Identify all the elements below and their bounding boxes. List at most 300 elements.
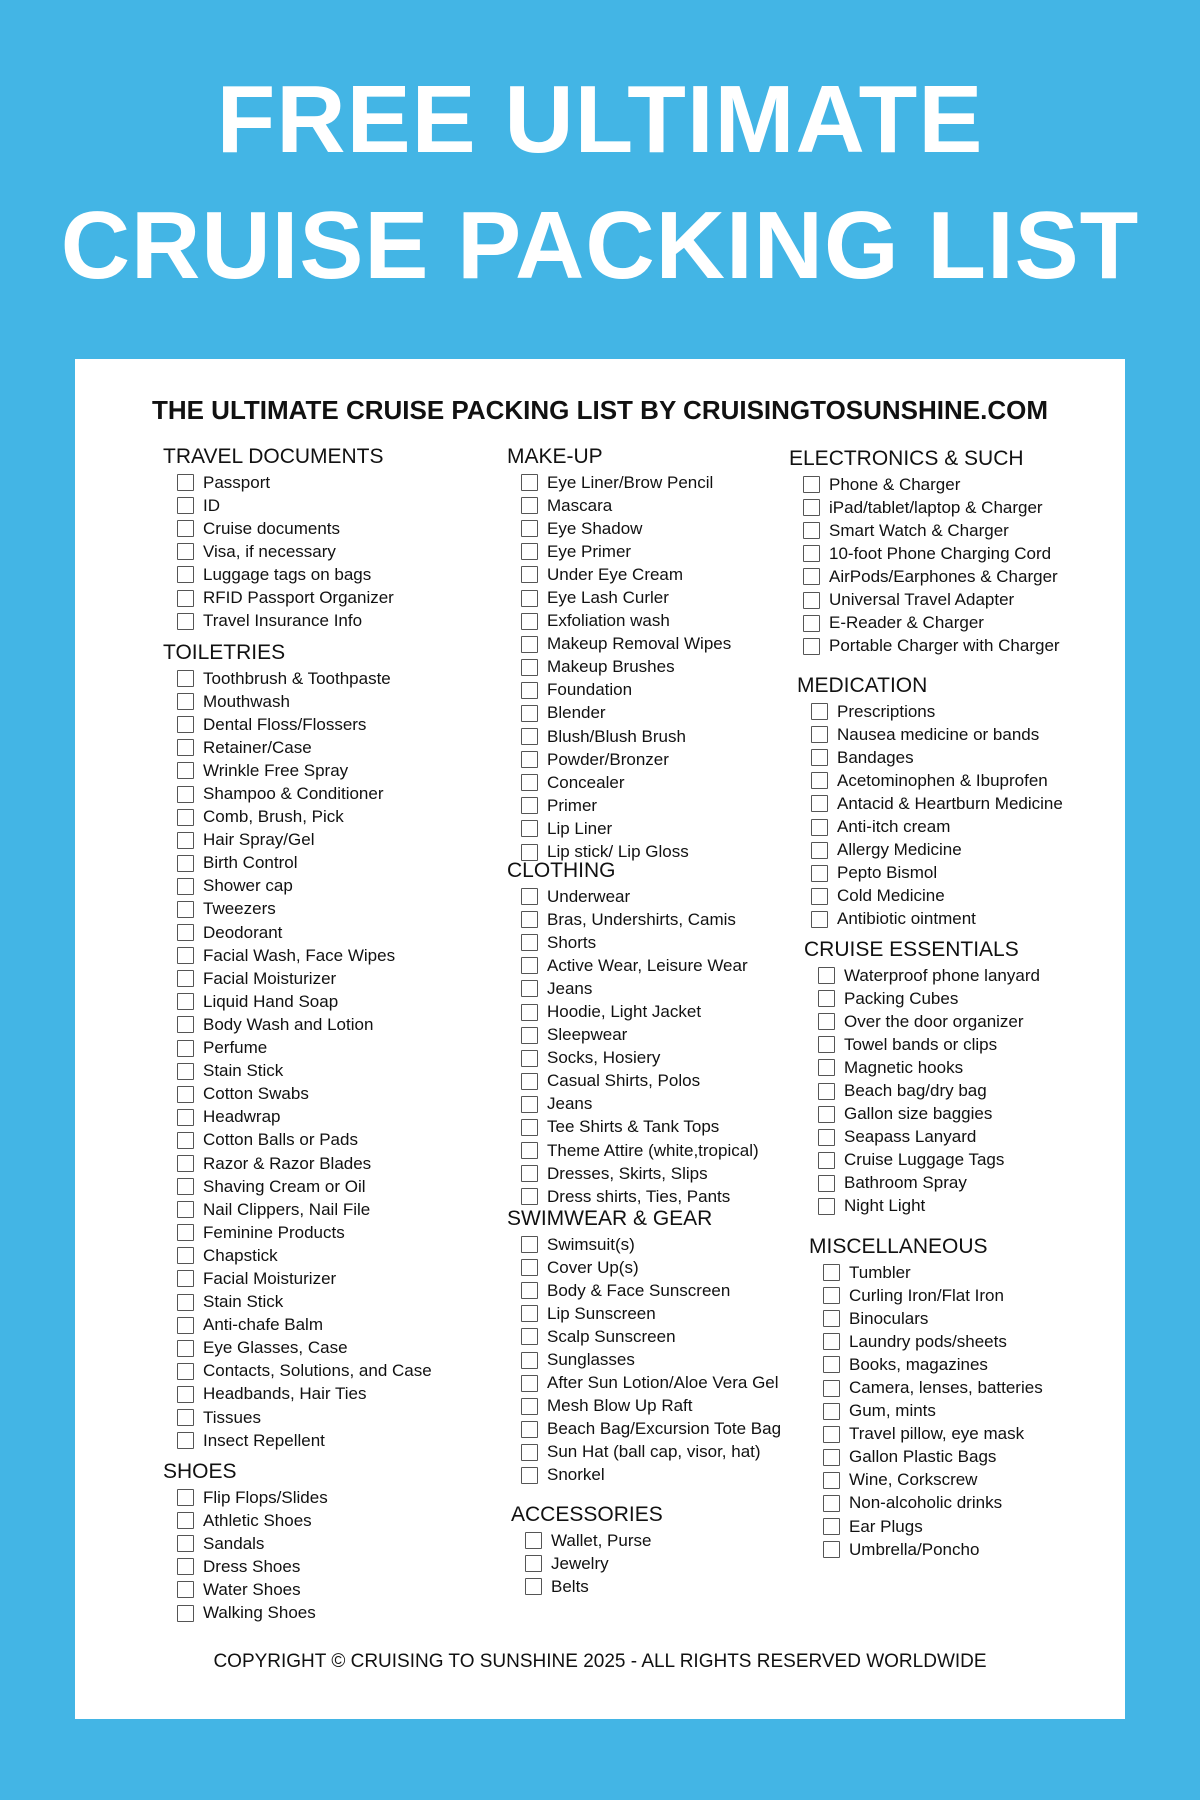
- checkbox-icon[interactable]: [818, 1152, 835, 1169]
- checklist-item[interactable]: [521, 1024, 759, 1047]
- checklist-item[interactable]: [177, 990, 432, 1013]
- checklist-item[interactable]: [823, 1376, 1043, 1399]
- checkbox-icon[interactable]: [177, 878, 194, 895]
- checklist-item[interactable]: [177, 1221, 432, 1244]
- checklist-item[interactable]: [823, 1261, 1043, 1284]
- checklist-item[interactable]: [803, 612, 1060, 635]
- checkbox-icon[interactable]: [521, 705, 538, 722]
- checkbox-icon[interactable]: [177, 1132, 194, 1149]
- checklist-item-label: Travel pillow, eye mask: [849, 1424, 1025, 1444]
- checklist: [511, 1529, 663, 1598]
- checkbox-icon[interactable]: [177, 693, 194, 710]
- checkbox-icon[interactable]: [521, 797, 538, 814]
- checkbox-icon[interactable]: [818, 1083, 835, 1100]
- checklist-item[interactable]: [521, 1185, 759, 1208]
- checkbox-icon[interactable]: [177, 613, 194, 630]
- checklist-item[interactable]: [823, 1492, 1043, 1515]
- checkbox-icon[interactable]: [818, 1129, 835, 1146]
- checklist-item[interactable]: [521, 725, 731, 748]
- checklist-item-label: Primer: [547, 795, 598, 815]
- checkbox-icon[interactable]: [818, 967, 835, 984]
- checklist-item[interactable]: [177, 1152, 432, 1175]
- checkbox-icon[interactable]: [521, 1096, 538, 1113]
- checklist-item[interactable]: [177, 898, 432, 921]
- checkbox-icon[interactable]: [811, 726, 828, 743]
- checklist-item[interactable]: [177, 1383, 432, 1406]
- checkbox-icon[interactable]: [521, 1352, 538, 1369]
- checklist-item-label: Wallet, Purse: [551, 1530, 652, 1550]
- checkbox-icon[interactable]: [177, 543, 194, 560]
- checklist-item[interactable]: [521, 1047, 759, 1070]
- checkbox-icon[interactable]: [177, 1558, 194, 1575]
- checklist-item[interactable]: [177, 806, 432, 829]
- checkbox-icon[interactable]: [521, 1004, 538, 1021]
- checklist-item[interactable]: [521, 563, 731, 586]
- checkbox-icon[interactable]: [521, 520, 538, 537]
- checklist-item[interactable]: [818, 1079, 1040, 1102]
- checkbox-icon[interactable]: [177, 1386, 194, 1403]
- checkbox-icon[interactable]: [177, 947, 194, 964]
- checkbox-icon[interactable]: [177, 1294, 194, 1311]
- checklist-item[interactable]: [177, 1337, 432, 1360]
- checklist-item[interactable]: [521, 1464, 781, 1487]
- checklist-item[interactable]: [818, 1103, 1040, 1126]
- checkbox-icon[interactable]: [521, 911, 538, 928]
- checklist-item-label: Lip Sunscreen: [547, 1303, 656, 1323]
- checklist-item-label: Feminine Products: [203, 1222, 345, 1242]
- checkbox-icon[interactable]: [521, 1375, 538, 1392]
- checklist-item[interactable]: [521, 748, 731, 771]
- checklist-item[interactable]: [177, 563, 394, 586]
- checklist-item[interactable]: [521, 1348, 781, 1371]
- checklist-item[interactable]: [177, 690, 432, 713]
- checkbox-icon[interactable]: [521, 957, 538, 974]
- checklist-item[interactable]: [818, 1172, 1040, 1195]
- checklist-item-label: Seapass Lanyard: [844, 1127, 977, 1147]
- checklist: [809, 1261, 1043, 1561]
- checklist-item[interactable]: [177, 1198, 432, 1221]
- checkbox-icon[interactable]: [823, 1472, 840, 1489]
- checklist-item[interactable]: [525, 1529, 663, 1552]
- checklist-item[interactable]: [818, 964, 1040, 987]
- checklist-item-label: Jeans: [547, 978, 593, 998]
- checklist-item[interactable]: [803, 542, 1060, 565]
- checklist-item[interactable]: [521, 954, 759, 977]
- checklist-item[interactable]: [177, 759, 432, 782]
- checkbox-icon[interactable]: [811, 703, 828, 720]
- checklist-item[interactable]: [177, 1060, 432, 1083]
- checkbox-icon[interactable]: [521, 659, 538, 676]
- checkbox-icon[interactable]: [177, 520, 194, 537]
- checklist-item[interactable]: [521, 1000, 759, 1023]
- checkbox-icon[interactable]: [823, 1449, 840, 1466]
- checkbox-icon[interactable]: [521, 1073, 538, 1090]
- checkbox-icon[interactable]: [521, 682, 538, 699]
- checklist-item[interactable]: [177, 1509, 328, 1532]
- checkbox-icon[interactable]: [521, 543, 538, 560]
- checkbox-icon[interactable]: [811, 865, 828, 882]
- checkbox-icon[interactable]: [177, 1270, 194, 1287]
- checkbox-icon[interactable]: [521, 1165, 538, 1182]
- checkbox-icon[interactable]: [811, 772, 828, 789]
- checkbox-icon[interactable]: [177, 993, 194, 1010]
- checklist-item[interactable]: [177, 829, 432, 852]
- checkbox-icon[interactable]: [811, 795, 828, 812]
- checkbox-icon[interactable]: [177, 1581, 194, 1598]
- checklist-item[interactable]: [521, 471, 731, 494]
- checklist-item[interactable]: [177, 1314, 432, 1337]
- checklist-item[interactable]: [521, 1279, 781, 1302]
- checklist-item[interactable]: [177, 1013, 432, 1036]
- checkbox-icon[interactable]: [811, 911, 828, 928]
- checklist-item[interactable]: [811, 723, 1063, 746]
- checkbox-icon[interactable]: [525, 1532, 542, 1549]
- checklist-item[interactable]: [521, 1325, 781, 1348]
- checklist-item[interactable]: [177, 967, 432, 990]
- checklist-item[interactable]: [177, 1555, 328, 1578]
- checklist-item[interactable]: [177, 1244, 432, 1267]
- checklist-item[interactable]: [811, 769, 1063, 792]
- checkbox-icon[interactable]: [521, 1259, 538, 1276]
- checkbox-icon[interactable]: [177, 1363, 194, 1380]
- section-make-up: [507, 444, 731, 864]
- checkbox-icon[interactable]: [521, 1328, 538, 1345]
- checkbox-icon[interactable]: [803, 545, 820, 562]
- checklist-item-label: Insect Repellent: [203, 1430, 325, 1450]
- checklist-item[interactable]: [521, 679, 731, 702]
- checklist-item[interactable]: [521, 656, 731, 679]
- checkbox-icon[interactable]: [521, 1027, 538, 1044]
- checkbox-icon[interactable]: [177, 1086, 194, 1103]
- checklist-item[interactable]: [177, 921, 432, 944]
- checklist-item[interactable]: [818, 1126, 1040, 1149]
- checkbox-icon[interactable]: [177, 566, 194, 583]
- checkbox-icon[interactable]: [521, 474, 538, 491]
- checklist-item[interactable]: [521, 540, 731, 563]
- checklist-item[interactable]: [823, 1400, 1043, 1423]
- checklist: [797, 700, 1063, 931]
- checklist-item-label: Sandals: [203, 1533, 265, 1553]
- checkbox-icon[interactable]: [177, 1201, 194, 1218]
- checkbox-icon[interactable]: [177, 1340, 194, 1357]
- checkbox-icon[interactable]: [177, 1224, 194, 1241]
- checklist-item[interactable]: [521, 1070, 759, 1093]
- checkbox-icon[interactable]: [803, 522, 820, 539]
- checklist-item[interactable]: [521, 1441, 781, 1464]
- checkbox-icon[interactable]: [818, 1106, 835, 1123]
- checkbox-icon[interactable]: [177, 901, 194, 918]
- checklist-item[interactable]: [177, 667, 432, 690]
- checklist-item[interactable]: [521, 1233, 781, 1256]
- checkbox-icon[interactable]: [177, 1155, 194, 1172]
- checklist-item[interactable]: [521, 931, 759, 954]
- checkbox-icon[interactable]: [177, 1317, 194, 1334]
- checklist-item[interactable]: [803, 565, 1060, 588]
- checkbox-icon[interactable]: [521, 1236, 538, 1253]
- checklist-item[interactable]: [177, 852, 432, 875]
- checklist-item[interactable]: [177, 1429, 432, 1452]
- checklist-item[interactable]: [823, 1330, 1043, 1353]
- checkbox-icon[interactable]: [811, 842, 828, 859]
- checkbox-icon[interactable]: [177, 1040, 194, 1057]
- checklist-item[interactable]: [177, 875, 432, 898]
- checklist-item[interactable]: [811, 700, 1063, 723]
- checkbox-icon[interactable]: [803, 476, 820, 493]
- checkbox-icon[interactable]: [823, 1333, 840, 1350]
- checkbox-icon[interactable]: [525, 1555, 542, 1572]
- checkbox-icon[interactable]: [521, 728, 538, 745]
- checkbox-icon[interactable]: [177, 739, 194, 756]
- checkbox-icon[interactable]: [177, 1409, 194, 1426]
- checklist-item-label: Hair Spray/Gel: [203, 830, 315, 850]
- checklist-item[interactable]: [177, 1578, 328, 1601]
- checklist-item[interactable]: [177, 1267, 432, 1290]
- section-accessories: [511, 1502, 663, 1598]
- checkbox-icon[interactable]: [803, 568, 820, 585]
- checkbox-icon[interactable]: [823, 1264, 840, 1281]
- copyright-footer: COPYRIGHT © CRUISING TO SUNSHINE 2025 - ALL RIGHTS RESERVED WORLDWIDE: [213, 1651, 987, 1672]
- checkbox-icon[interactable]: [521, 1119, 538, 1136]
- checklist-item[interactable]: [177, 1486, 328, 1509]
- checklist-item[interactable]: [521, 1093, 759, 1116]
- checklist-item[interactable]: [818, 1195, 1040, 1218]
- checklist-item[interactable]: [521, 1418, 781, 1441]
- checkbox-icon[interactable]: [521, 1467, 538, 1484]
- checklist-item[interactable]: [177, 736, 432, 759]
- checkbox-icon[interactable]: [177, 970, 194, 987]
- checkbox-icon[interactable]: [177, 590, 194, 607]
- checklist-item-label: Retainer/Case: [203, 737, 312, 757]
- checklist-item[interactable]: [521, 1162, 759, 1185]
- checkbox-icon[interactable]: [823, 1541, 840, 1558]
- hero-title-line-2: CRUISE PACKING LIST: [60, 192, 1140, 299]
- checklist-item[interactable]: [177, 1360, 432, 1383]
- checkbox-icon[interactable]: [525, 1578, 542, 1595]
- checkbox-icon[interactable]: [521, 1188, 538, 1205]
- checklist-item[interactable]: [521, 1139, 759, 1162]
- checklist-item[interactable]: [177, 1175, 432, 1198]
- checkbox-icon[interactable]: [521, 1050, 538, 1067]
- checkbox-icon[interactable]: [521, 751, 538, 768]
- checklist-item[interactable]: [823, 1469, 1043, 1492]
- checkbox-icon[interactable]: [823, 1495, 840, 1512]
- checkbox-icon[interactable]: [521, 497, 538, 514]
- checklist-item[interactable]: [177, 471, 394, 494]
- checklist-item[interactable]: [818, 1033, 1040, 1056]
- checkbox-icon[interactable]: [521, 1305, 538, 1322]
- checkbox-icon[interactable]: [823, 1518, 840, 1535]
- checkbox-icon[interactable]: [177, 809, 194, 826]
- checkbox-icon[interactable]: [521, 1282, 538, 1299]
- checklist-item[interactable]: [177, 944, 432, 967]
- checklist-item[interactable]: [521, 817, 731, 840]
- checklist-item[interactable]: [177, 1106, 432, 1129]
- section-heading: MAKE-UP: [507, 445, 603, 468]
- checkbox-icon[interactable]: [823, 1426, 840, 1443]
- checkbox-icon[interactable]: [818, 1036, 835, 1053]
- checklist-item[interactable]: [177, 1129, 432, 1152]
- checklist-item[interactable]: [177, 713, 432, 736]
- checkbox-icon[interactable]: [177, 474, 194, 491]
- checkbox-icon[interactable]: [177, 762, 194, 779]
- checklist-item[interactable]: [521, 885, 759, 908]
- checklist-item[interactable]: [525, 1552, 663, 1575]
- checkbox-icon[interactable]: [521, 1142, 538, 1159]
- checklist-item-label: Lip stick/ Lip Gloss: [547, 842, 689, 862]
- checklist-item[interactable]: [177, 782, 432, 805]
- checkbox-icon[interactable]: [177, 832, 194, 849]
- checklist-item-label: Antibiotic ointment: [837, 909, 976, 929]
- checkbox-icon[interactable]: [521, 590, 538, 607]
- checkbox-icon[interactable]: [177, 1247, 194, 1264]
- checkbox-icon[interactable]: [521, 820, 538, 837]
- checklist-item[interactable]: [521, 977, 759, 1000]
- checklist-item[interactable]: [177, 610, 394, 633]
- checkbox-icon[interactable]: [177, 1063, 194, 1080]
- checklist-item[interactable]: [521, 794, 731, 817]
- checklist-item[interactable]: [811, 862, 1063, 885]
- checklist-item[interactable]: [823, 1423, 1043, 1446]
- checklist-item[interactable]: [177, 586, 394, 609]
- checklist-item[interactable]: [521, 771, 731, 794]
- checkbox-icon[interactable]: [177, 1489, 194, 1506]
- checklist-item[interactable]: [803, 588, 1060, 611]
- checklist-item[interactable]: [521, 1256, 781, 1279]
- checklist-item[interactable]: [818, 1010, 1040, 1033]
- checklist-item[interactable]: [525, 1575, 663, 1598]
- checklist-item[interactable]: [521, 1395, 781, 1418]
- checklist-item[interactable]: [177, 540, 394, 563]
- checkbox-icon[interactable]: [177, 786, 194, 803]
- checklist-item[interactable]: [177, 1083, 432, 1106]
- checklist-item-label: Makeup Brushes: [547, 657, 675, 677]
- checkbox-icon[interactable]: [818, 1198, 835, 1215]
- checkbox-icon[interactable]: [521, 566, 538, 583]
- checklist-item[interactable]: [823, 1515, 1043, 1538]
- checkbox-icon[interactable]: [521, 613, 538, 630]
- checklist-item[interactable]: [823, 1284, 1043, 1307]
- checkbox-icon[interactable]: [521, 1398, 538, 1415]
- checklist-item[interactable]: [803, 519, 1060, 542]
- checkbox-icon[interactable]: [177, 1432, 194, 1449]
- checklist-item[interactable]: [823, 1446, 1043, 1469]
- checklist-item-label: Bras, Undershirts, Camis: [547, 909, 736, 929]
- checklist-item-label: Luggage tags on bags: [203, 564, 372, 584]
- checklist-item[interactable]: [521, 702, 731, 725]
- checklist-item[interactable]: [803, 635, 1060, 658]
- section-medication: [797, 673, 1063, 931]
- checkbox-icon[interactable]: [803, 638, 820, 655]
- checkbox-icon[interactable]: [177, 924, 194, 941]
- section-electronics: [789, 446, 1060, 658]
- checkbox-icon[interactable]: [177, 1109, 194, 1126]
- checkbox-icon[interactable]: [823, 1287, 840, 1304]
- checklist-item[interactable]: [177, 1037, 432, 1060]
- checkbox-icon[interactable]: [521, 636, 538, 653]
- checklist-item[interactable]: [521, 633, 731, 656]
- checklist-item[interactable]: [521, 1116, 759, 1139]
- checkbox-icon[interactable]: [811, 888, 828, 905]
- checklist-item-label: Sun Hat (ball cap, visor, hat): [547, 1442, 761, 1462]
- checkbox-icon[interactable]: [521, 934, 538, 951]
- checklist-item[interactable]: [811, 815, 1063, 838]
- checkbox-icon[interactable]: [818, 990, 835, 1007]
- checklist-item[interactable]: [811, 792, 1063, 815]
- checklist-item[interactable]: [803, 473, 1060, 496]
- checkbox-icon[interactable]: [823, 1380, 840, 1397]
- checklist-item[interactable]: [521, 1302, 781, 1325]
- checklist-item-label: Visa, if necessary: [203, 541, 336, 561]
- checkbox-icon[interactable]: [818, 1013, 835, 1030]
- checklist-item-label: Gallon Plastic Bags: [849, 1447, 997, 1467]
- checklist-item[interactable]: [803, 496, 1060, 519]
- checklist-item-label: Anti-itch cream: [837, 817, 951, 837]
- checklist-item[interactable]: [823, 1307, 1043, 1330]
- checklist-item[interactable]: [818, 1056, 1040, 1079]
- checklist-item-label: Blush/Blush Brush: [547, 726, 686, 746]
- checkbox-icon[interactable]: [177, 1016, 194, 1033]
- checkbox-icon[interactable]: [521, 774, 538, 791]
- checkbox-icon[interactable]: [811, 819, 828, 836]
- checklist-item[interactable]: [521, 494, 731, 517]
- checklist-item[interactable]: [823, 1538, 1043, 1561]
- checklist-item[interactable]: [811, 839, 1063, 862]
- section-heading: SHOES: [163, 1460, 237, 1483]
- checklist-item[interactable]: [521, 517, 731, 540]
- checkbox-icon[interactable]: [521, 1444, 538, 1461]
- checklist-item[interactable]: [521, 1372, 781, 1395]
- checklist-item[interactable]: [177, 517, 394, 540]
- checkbox-icon[interactable]: [803, 592, 820, 609]
- checkbox-icon[interactable]: [177, 497, 194, 514]
- checkbox-icon[interactable]: [177, 716, 194, 733]
- checkbox-icon[interactable]: [177, 1512, 194, 1529]
- checkbox-icon[interactable]: [521, 980, 538, 997]
- checkbox-icon[interactable]: [811, 749, 828, 766]
- checklist-item[interactable]: [177, 1406, 432, 1429]
- checkbox-icon[interactable]: [803, 499, 820, 516]
- checklist-item[interactable]: [811, 885, 1063, 908]
- checklist-item[interactable]: [177, 494, 394, 517]
- checklist-item[interactable]: [823, 1353, 1043, 1376]
- checkbox-icon[interactable]: [521, 1421, 538, 1438]
- checkbox-icon[interactable]: [818, 1059, 835, 1076]
- checkbox-icon[interactable]: [177, 1535, 194, 1552]
- checkbox-icon[interactable]: [177, 670, 194, 687]
- checklist-item-label: Tumbler: [849, 1262, 911, 1282]
- checklist-item[interactable]: [177, 1532, 328, 1555]
- checkbox-icon[interactable]: [177, 1605, 194, 1622]
- checklist-item[interactable]: [811, 908, 1063, 931]
- checklist-item[interactable]: [177, 1601, 328, 1624]
- checklist-item[interactable]: [818, 1149, 1040, 1172]
- checklist-item[interactable]: [811, 746, 1063, 769]
- checkbox-icon[interactable]: [823, 1403, 840, 1420]
- checkbox-icon[interactable]: [823, 1310, 840, 1327]
- checkbox-icon[interactable]: [177, 855, 194, 872]
- checklist-item-label: Mascara: [547, 495, 613, 515]
- checklist-item[interactable]: [818, 987, 1040, 1010]
- checklist-item[interactable]: [521, 586, 731, 609]
- checkbox-icon[interactable]: [177, 1178, 194, 1195]
- checkbox-icon[interactable]: [823, 1356, 840, 1373]
- checkbox-icon[interactable]: [521, 888, 538, 905]
- checkbox-icon[interactable]: [803, 615, 820, 632]
- checklist-item[interactable]: [521, 610, 731, 633]
- checklist-item[interactable]: [177, 1291, 432, 1314]
- checklist-item[interactable]: [521, 908, 759, 931]
- checkbox-icon[interactable]: [818, 1175, 835, 1192]
